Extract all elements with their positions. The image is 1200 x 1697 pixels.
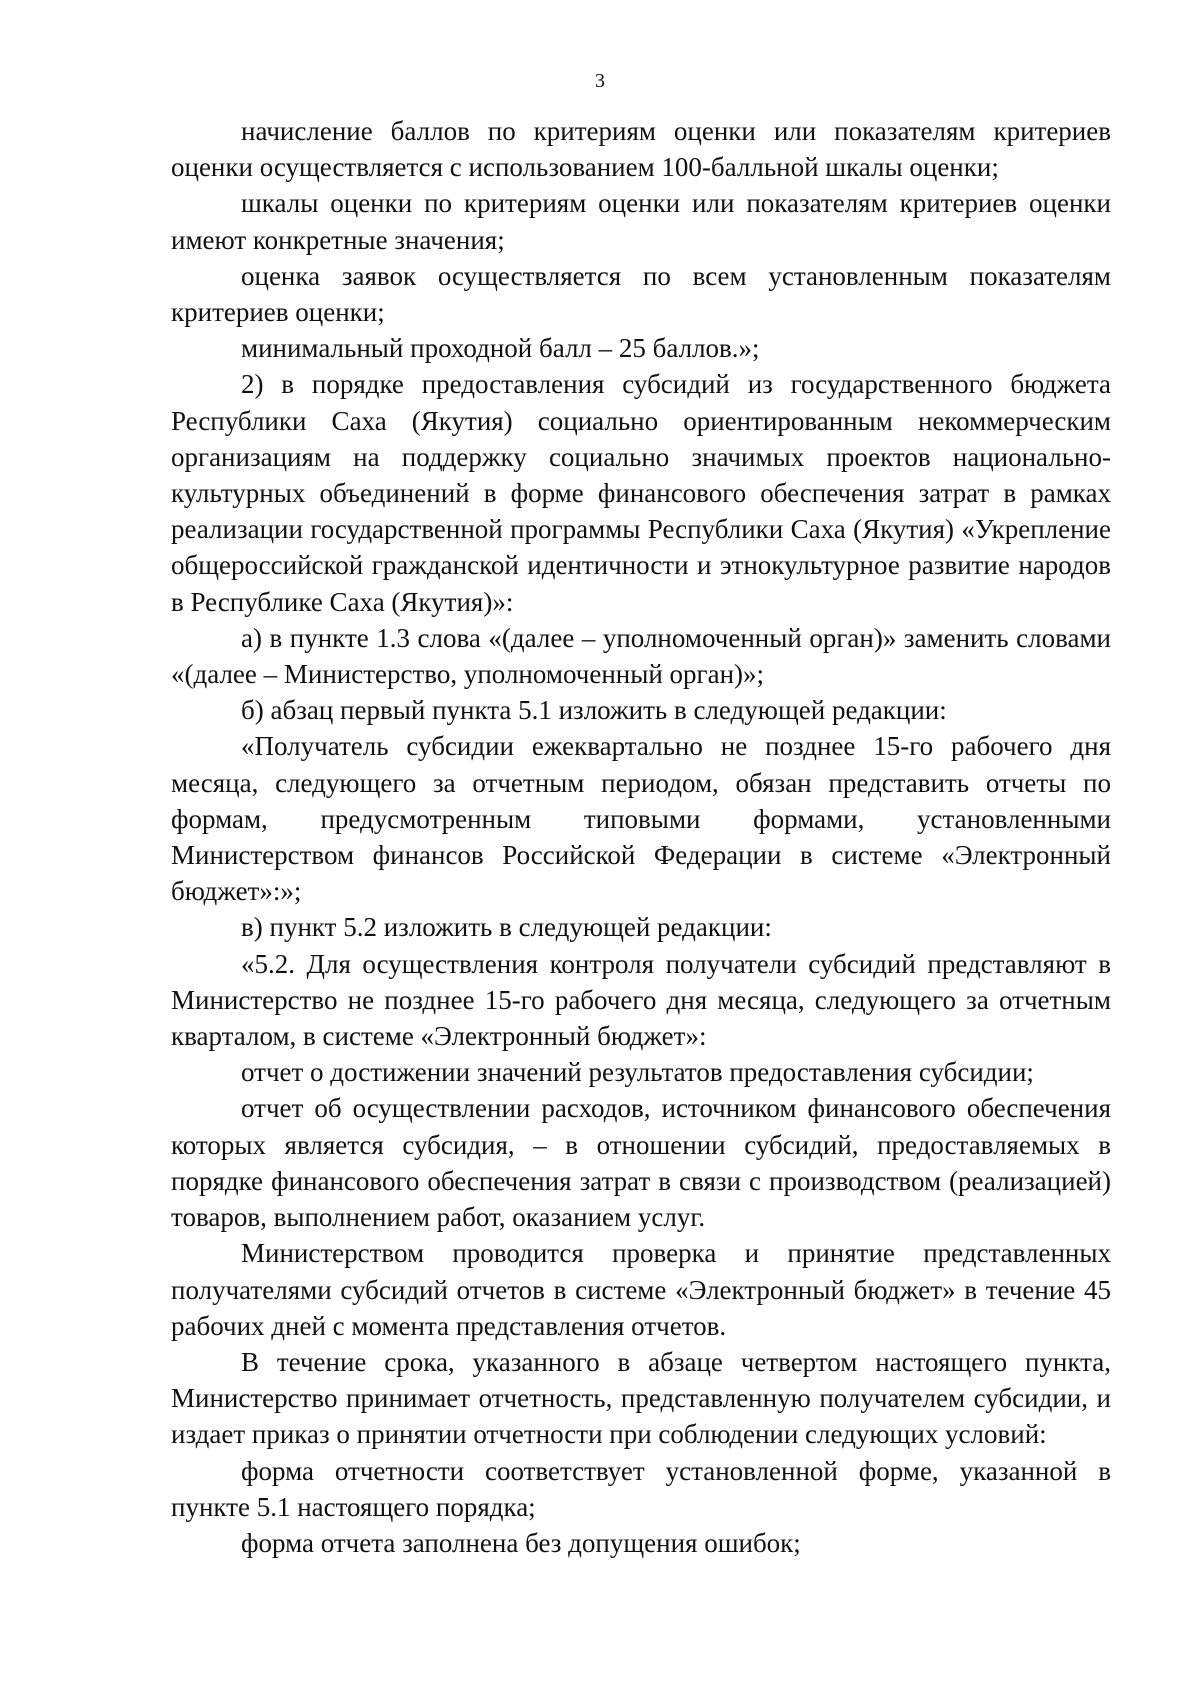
paragraph-item-b: б) абзац первый пункта 5.1 изложить в следующей редакции:: [241, 695, 947, 726]
paragraph-acceptance: В течение срока, указанного в абзаце четвертом настоящего пункта, Министерство принимает отчетность, представленную получателем субсидии, и издает приказ о принятии отчетности при соблюдении следующих условий:: [171, 1346, 1111, 1450]
paragraph-evaluation-criteria: оценка заявок осуществляется по всем установленным показателям критериев оценки;: [171, 260, 1111, 328]
paragraph-item-2: 2) в порядке предоставления субсидий из государственного бюджета Республики Саха (Якутия) социально ориентированным некоммерческим организациям на поддержку социально значимых проектов национально-культурных объединений в форме финансового обеспечения затрат в рамках реализации государственной программы Республики Саха (Якутия) «Укрепление общероссийской гражданской идентичности и этнокультурное развитие народов в Республике Саха (Якутия)»:: [171, 369, 1111, 617]
paragraph-minimum-score: минимальный проходной балл – 25 баллов.»;: [241, 333, 760, 364]
paragraph-scale-values: шкалы оценки по критериям оценки или показателям критериев оценки имеют конкретные значения;: [171, 188, 1111, 255]
paragraph-no-errors: форма отчета заполнена без допущения ошибок;: [241, 1527, 801, 1558]
paragraph-quote-5-1: «Получатель субсидии ежеквартально не позднее 15-го рабочего дня месяца, следующего за отчетным периодом, обязан представить отчеты по формам, предусмотренным типовыми формами, установленными Министерством финансов Российской Федерации в системе «Электронный бюджет»:»;: [171, 731, 1111, 907]
paragraph-scoring-scale: начисление баллов по критериям оценки или показателям критериев оценки осуществляется с использованием 100-балльной шкалы оценки;: [171, 116, 1111, 183]
paragraph-quote-5-2: «5.2. Для осуществления контроля получатели субсидий представляют в Министерство не позднее 15-го рабочего дня месяца, следующего за отчетным кварталом, в системе «Электронный бюджет»:: [171, 948, 1111, 1052]
paragraph-report-expenses: отчет об осуществлении расходов, источником финансового обеспечения которых является субсидия, – в отношении субсидий, предоставляемых в порядке финансового обеспечения затрат в связи с производством (реализацией) товаров, выполнением работ, оказанием услуг.: [171, 1093, 1111, 1233]
paragraph-report-results: отчет о достижении значений результатов предоставления субсидии;: [241, 1057, 1034, 1088]
page-number: 3: [595, 70, 605, 92]
paragraph-item-v: в) пункт 5.2 изложить в следующей редакции:: [241, 912, 772, 943]
paragraph-item-a: а) в пункте 1.3 слова «(далее – уполномоченный орган)» заменить словами «(далее – Министерство, уполномоченный орган)»;: [171, 622, 1111, 690]
document-body: [171, 113, 1111, 1561]
paragraph-form-compliance: форма отчетности соответствует установленной форме, указанной в пункте 5.1 настоящего порядка;: [171, 1455, 1111, 1522]
paragraph-ministry-check: Министерством проводится проверка и принятие представленных получателями субсидий отчетов в системе «Электронный бюджет» в течение 45 рабочих дней с момента представления отчетов.: [171, 1238, 1111, 1341]
